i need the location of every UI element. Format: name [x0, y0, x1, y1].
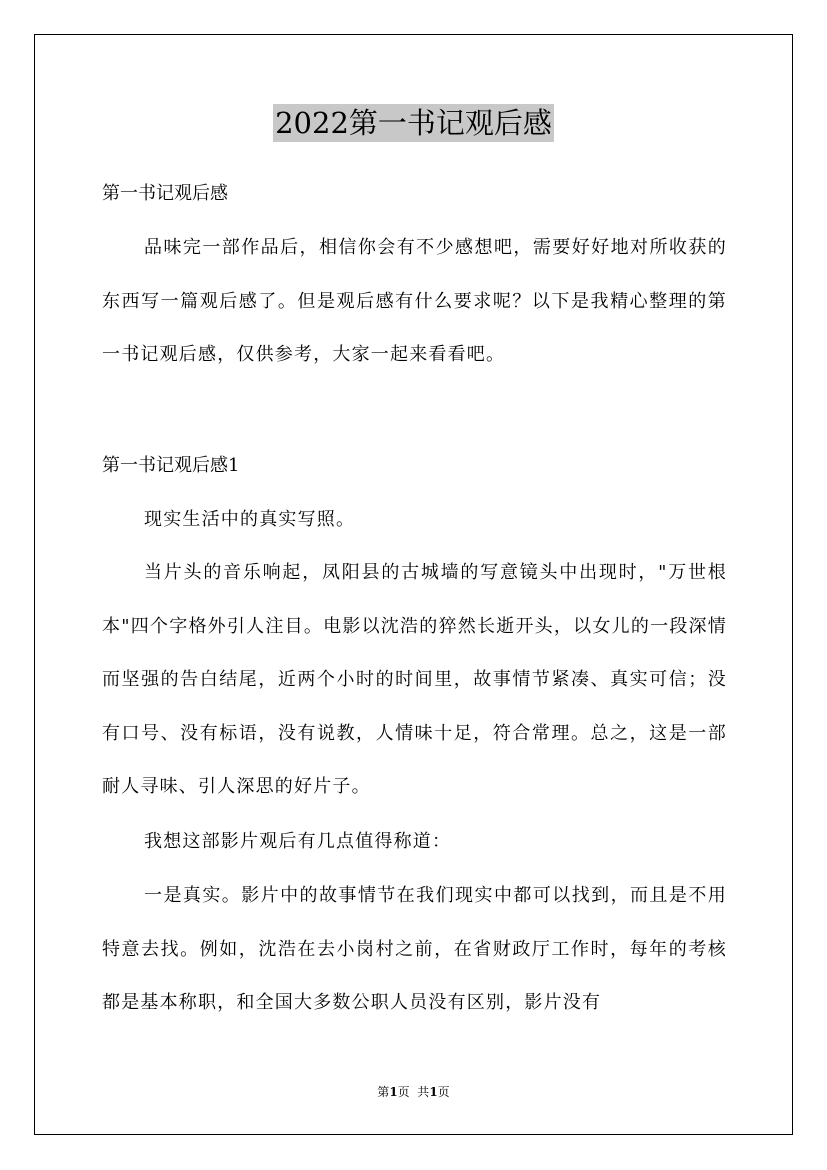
body-paragraph: 一是真实。影片中的故事情节在我们现实中都可以找到，而且是不用特意去找。例如，沈浩在去小岗村之前，在省财政厅工作时，每年的考核都是基本称职，和全国大多数公职人员没有区别，影片没有: [102, 885, 727, 1014]
footer-mid: 页 共: [397, 1085, 430, 1099]
footer-suffix: 页: [437, 1085, 450, 1099]
body-paragraph: 我想这部影片观后有几点值得称道：: [144, 831, 452, 852]
footer-prefix: 第: [377, 1085, 390, 1099]
body-paragraph: 当片头的音乐响起，凤阳县的古城墙的写意镜头中出现时，"万世根本"四个字格外引人注目。电影以沈浩的猝然长逝开头，以女儿的一段深情而坚强的告白结尾，近两个小时的时间里，故事情节紧凑、真实可信；没有口号、没有标语，没有说教，人情味十足，符合常理。总之，这是一部耐人寻味、引人深思的好片子。: [102, 562, 727, 798]
title-container: [0, 104, 827, 142]
footer-page-number: 1: [389, 1085, 398, 1099]
subtitle: 第一书记观后感: [102, 183, 228, 204]
document-title: 2022第一书记观后感: [275, 106, 552, 140]
page-footer: [0, 1083, 827, 1100]
section-heading: 第一书记观后感1: [102, 455, 240, 476]
intro-paragraph: 品味完一部作品后，相信你会有不少感想吧，需要好好地对所收获的东西写一篇观后感了。但是观后感有什么要求呢？以下是我精心整理的第一书记观后感，仅供参考，大家一起来看看吧。: [102, 237, 727, 366]
body-paragraph: 现实生活中的真实写照。: [144, 509, 356, 530]
footer-total-pages: 1: [429, 1085, 438, 1099]
